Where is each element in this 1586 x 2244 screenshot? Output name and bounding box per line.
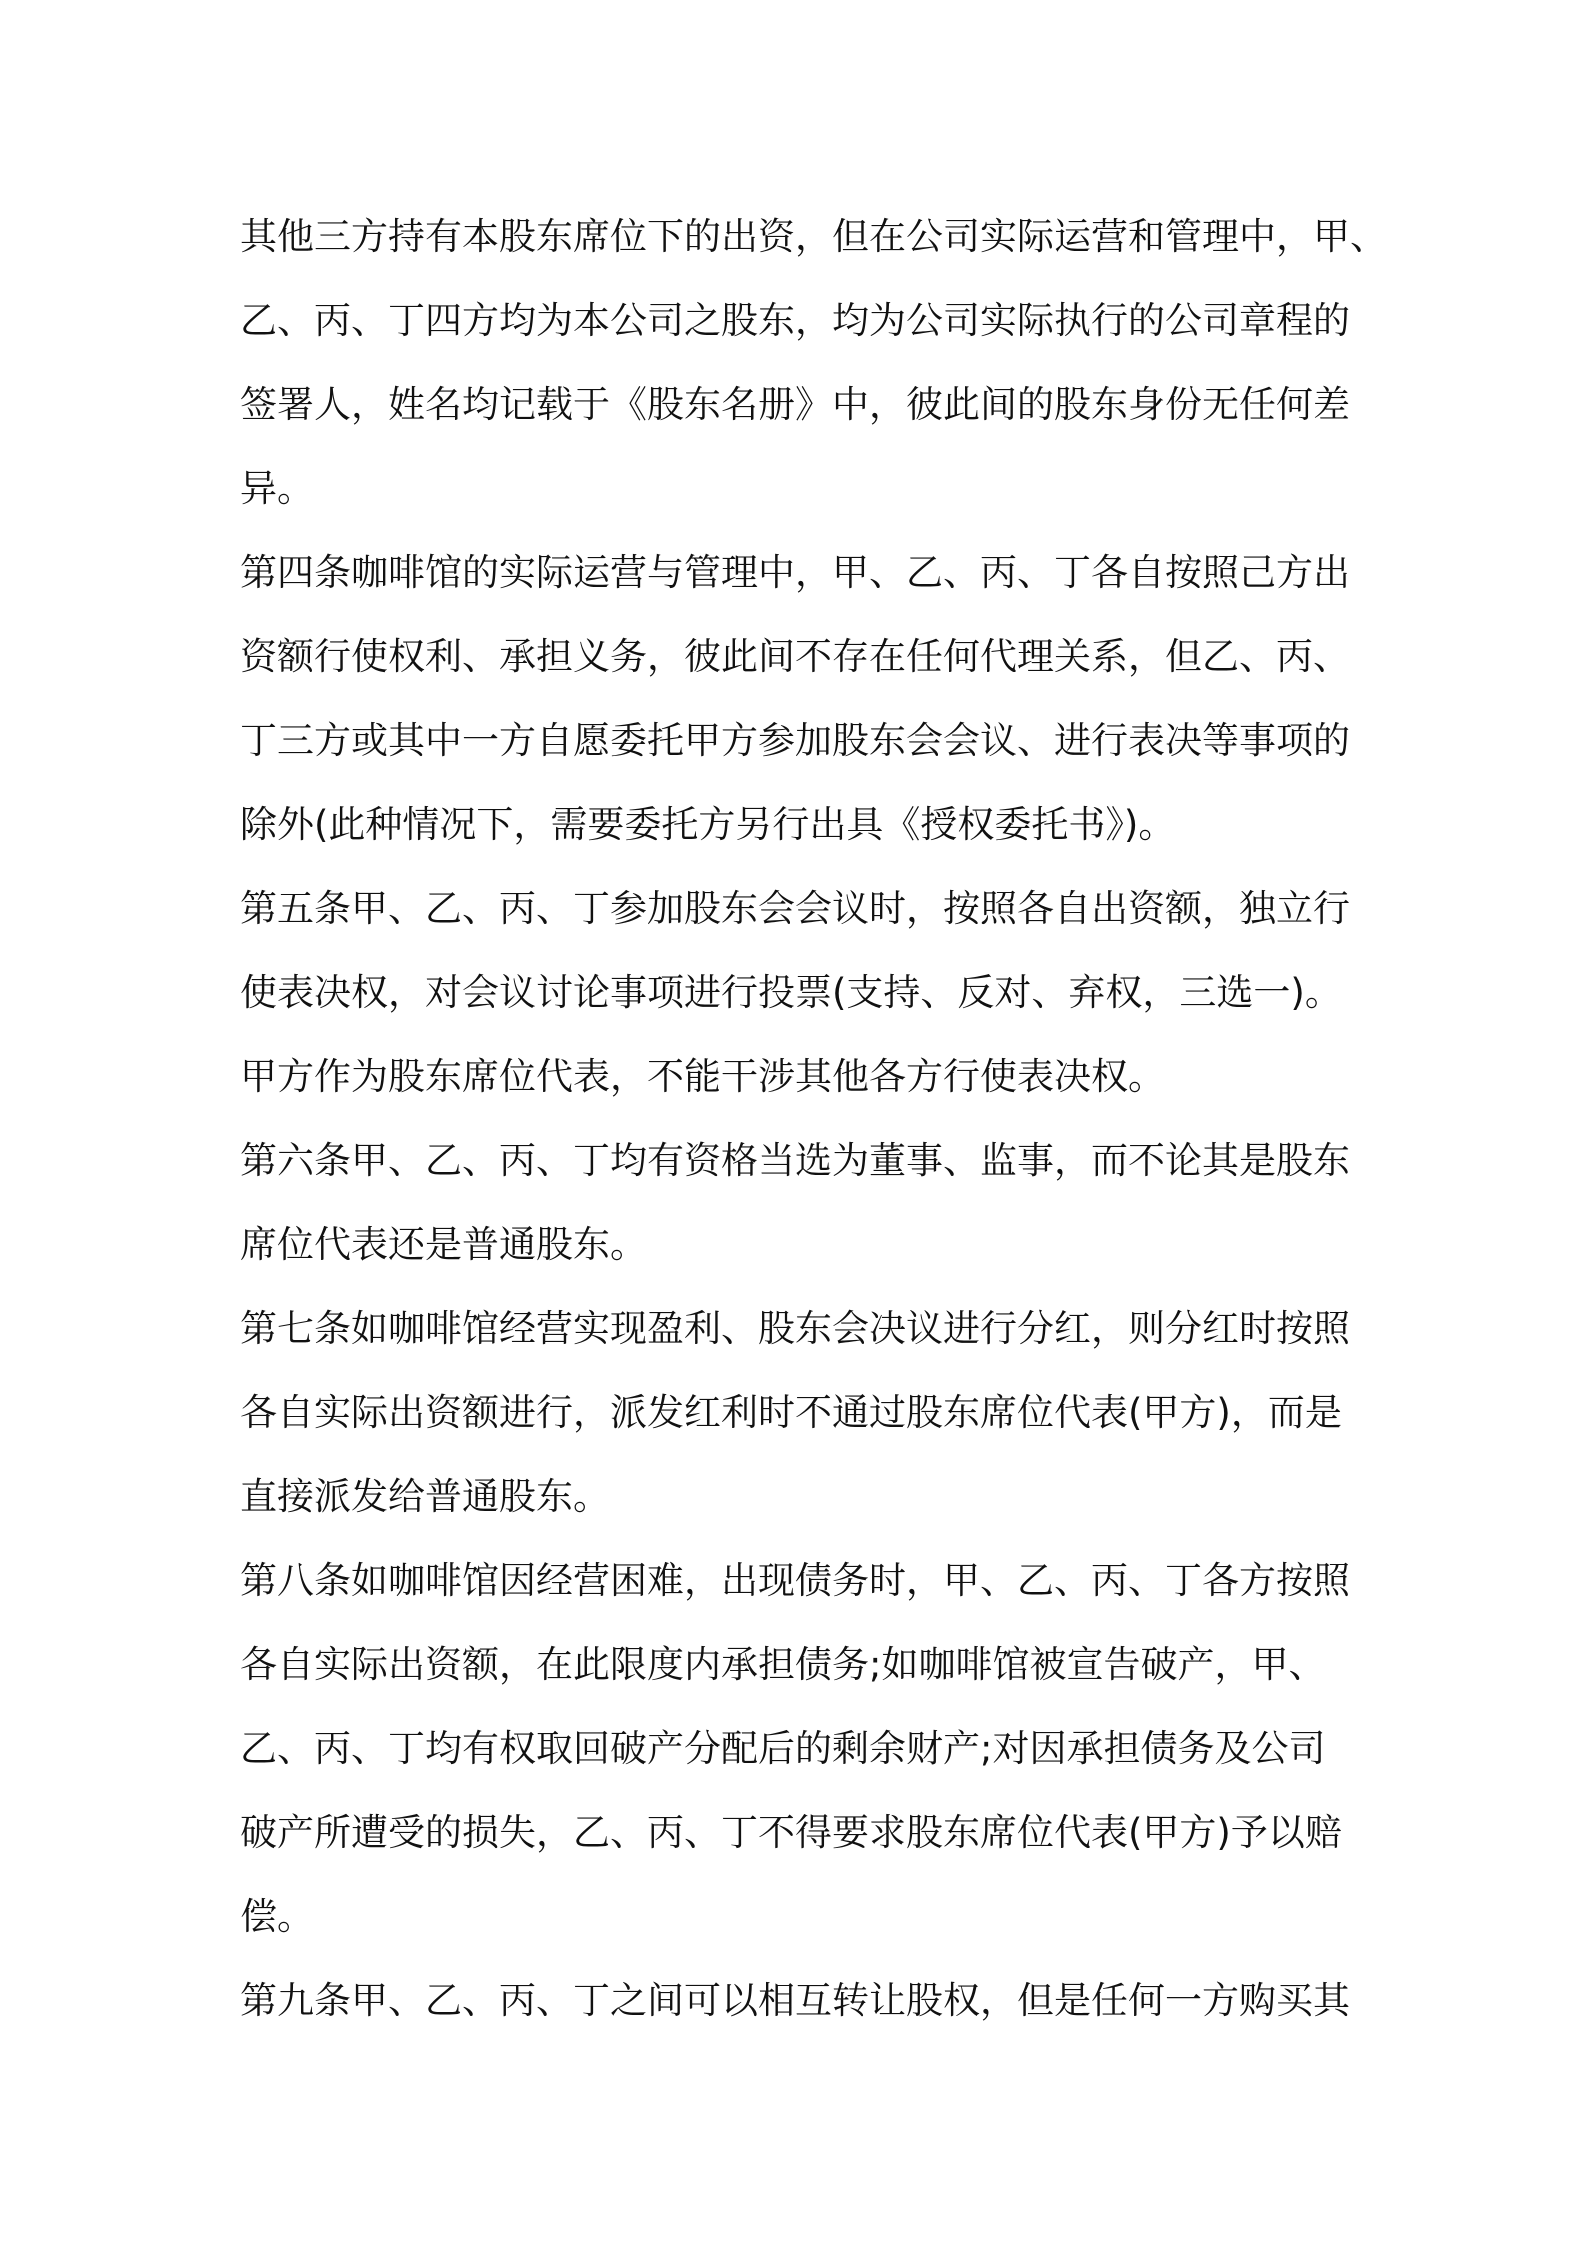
text-line: 其他三方持有本股东席位下的出资，但在公司实际运营和管理中，甲、 — [240, 215, 1387, 258]
text-line: 各自实际出资额进行，派发红利时不通过股东席位代表(甲方)，而是 — [240, 1391, 1342, 1434]
text-line: 异。 — [240, 467, 314, 510]
text-line: 除外(此种情况下，需要委托方另行出具《授权委托书》)。 — [240, 803, 1176, 846]
text-line: 签署人，姓名均记载于《股东名册》中，彼此间的股东身份无任何差 — [240, 383, 1350, 426]
text-line: 破产所遭受的损失，乙、丙、丁不得要求股东席位代表(甲方)予以赔 — [240, 1811, 1342, 1854]
text-line: 偿。 — [240, 1895, 314, 1938]
text-line: 第八条如咖啡馆因经营困难，出现债务时，甲、乙、丙、丁各方按照 — [240, 1559, 1350, 1602]
text-line: 乙、丙、丁四方均为本公司之股东，均为公司实际执行的公司章程的 — [240, 299, 1350, 342]
text-line: 甲方作为股东席位代表，不能干涉其他各方行使表决权。 — [240, 1055, 1165, 1098]
document-body — [240, 195, 1387, 2043]
text-line: 第七条如咖啡馆经营实现盈利、股东会决议进行分红，则分红时按照 — [240, 1307, 1350, 1350]
text-line: 使表决权，对会议讨论事项进行投票(支持、反对、弃权，三选一)。 — [240, 971, 1342, 1014]
text-line: 资额行使权利、承担义务，彼此间不存在任何代理关系，但乙、丙、 — [240, 635, 1350, 678]
text-line: 席位代表还是普通股东。 — [240, 1223, 647, 1266]
text-line: 直接派发给普通股东。 — [240, 1475, 610, 1518]
text-line: 第九条甲、乙、丙、丁之间可以相互转让股权，但是任何一方购买其 — [240, 1979, 1350, 2022]
text-line: 第四条咖啡馆的实际运营与管理中，甲、乙、丙、丁各自按照己方出 — [240, 551, 1350, 594]
text-line: 丁三方或其中一方自愿委托甲方参加股东会会议、进行表决等事项的 — [240, 719, 1350, 762]
text-line: 第六条甲、乙、丙、丁均有资格当选为董事、监事，而不论其是股东 — [240, 1139, 1350, 1182]
text-line: 乙、丙、丁均有权取回破产分配后的剩余财产;对因承担债务及公司 — [240, 1727, 1326, 1770]
text-line: 各自实际出资额，在此限度内承担债务;如咖啡馆被宣告破产，甲、 — [240, 1643, 1326, 1686]
text-line: 第五条甲、乙、丙、丁参加股东会会议时，按照各自出资额，独立行 — [240, 887, 1350, 930]
